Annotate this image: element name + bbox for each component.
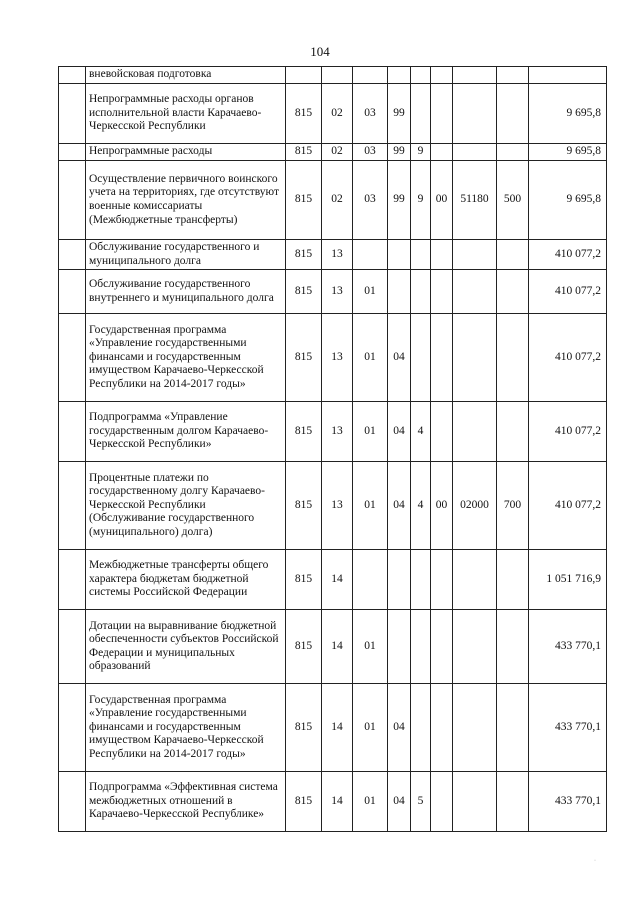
direction-code-cell	[431, 402, 453, 462]
ministry-code-cell: 815	[286, 270, 322, 314]
type-code-cell	[497, 144, 529, 161]
amount-cell: 410 077,2	[529, 240, 607, 270]
row-number-cell	[59, 550, 86, 610]
expense-name-cell: Обслуживание государственного и муниципального долга	[86, 240, 286, 270]
subsection-code-cell: 03	[353, 161, 388, 240]
subsection-code-cell: 03	[353, 84, 388, 144]
expense-code-cell	[453, 610, 497, 684]
amount-cell: 410 077,2	[529, 402, 607, 462]
section-code-cell: 13	[322, 462, 353, 550]
type-code-cell	[497, 270, 529, 314]
section-code-cell: 13	[322, 402, 353, 462]
expense-name-cell: Государственная программа «Управление государственными финансами и государственным имуществом Карачаево-Черкесской Республики на 2014-2017 годы»	[86, 684, 286, 772]
expense-code-cell	[453, 270, 497, 314]
row-number-cell	[59, 402, 86, 462]
program-code-cell: 99	[388, 144, 411, 161]
row-number-cell	[59, 314, 86, 402]
type-code-cell: 700	[497, 462, 529, 550]
subsection-code-cell: 03	[353, 144, 388, 161]
budget-table	[58, 66, 607, 832]
subprogram-code-cell	[411, 67, 431, 84]
subprogram-code-cell: 5	[411, 772, 431, 832]
expense-code-cell	[453, 314, 497, 402]
page-number: 104	[310, 44, 330, 59]
subsection-code-cell: 01	[353, 684, 388, 772]
expense-code-cell	[453, 67, 497, 84]
row-number-cell	[59, 462, 86, 550]
expense-name-cell: Подпрограмма «Управление государственным долгом Карачаево-Черкесской Республики»	[86, 402, 286, 462]
expense-name-cell: Государственная программа «Управление государственными финансами и государственным имуществом Карачаево-Черкесской Республики на 2014-2017 годы»	[86, 314, 286, 402]
program-code-cell: 99	[388, 161, 411, 240]
program-code-cell	[388, 67, 411, 84]
direction-code-cell	[431, 684, 453, 772]
ministry-code-cell: 815	[286, 402, 322, 462]
row-number-cell	[59, 240, 86, 270]
row-number-cell	[59, 610, 86, 684]
subprogram-code-cell: 4	[411, 402, 431, 462]
direction-code-cell: 00	[431, 462, 453, 550]
section-code-cell: 14	[322, 610, 353, 684]
row-number-cell	[59, 684, 86, 772]
program-code-cell	[388, 550, 411, 610]
expense-name-cell: Обслуживание государственного внутреннего и муниципального долга	[86, 270, 286, 314]
type-code-cell	[497, 550, 529, 610]
table-row	[59, 610, 607, 684]
program-code-cell: 04	[388, 402, 411, 462]
type-code-cell	[497, 610, 529, 684]
direction-code-cell	[431, 772, 453, 832]
row-number-cell	[59, 772, 86, 832]
section-code-cell: 14	[322, 684, 353, 772]
subprogram-code-cell: 4	[411, 462, 431, 550]
type-code-cell	[497, 772, 529, 832]
program-code-cell: 04	[388, 772, 411, 832]
amount-cell: 410 077,2	[529, 270, 607, 314]
table-row	[59, 772, 607, 832]
table-row	[59, 402, 607, 462]
table-row	[59, 550, 607, 610]
program-code-cell: 04	[388, 314, 411, 402]
subprogram-code-cell: 9	[411, 144, 431, 161]
program-code-cell: 04	[388, 462, 411, 550]
section-code-cell: 13	[322, 270, 353, 314]
expense-code-cell	[453, 402, 497, 462]
subprogram-code-cell	[411, 314, 431, 402]
section-code-cell	[322, 67, 353, 84]
program-code-cell	[388, 270, 411, 314]
subsection-code-cell	[353, 240, 388, 270]
program-code-cell	[388, 240, 411, 270]
subprogram-code-cell: 9	[411, 161, 431, 240]
direction-code-cell	[431, 610, 453, 684]
section-code-cell: 14	[322, 772, 353, 832]
direction-code-cell	[431, 67, 453, 84]
section-code-cell: 02	[322, 161, 353, 240]
table-row	[59, 67, 607, 84]
amount-cell: 433 770,1	[529, 684, 607, 772]
subsection-code-cell: 01	[353, 610, 388, 684]
subprogram-code-cell	[411, 84, 431, 144]
row-number-cell	[59, 144, 86, 161]
ministry-code-cell: 815	[286, 772, 322, 832]
table-row	[59, 270, 607, 314]
amount-cell: 410 077,2	[529, 462, 607, 550]
direction-code-cell	[431, 270, 453, 314]
expense-code-cell	[453, 240, 497, 270]
subsection-code-cell	[353, 67, 388, 84]
subprogram-code-cell	[411, 270, 431, 314]
section-code-cell: 14	[322, 550, 353, 610]
expense-name-cell: вневойсковая подготовка	[86, 67, 286, 84]
ministry-code-cell: 815	[286, 144, 322, 161]
expense-name-cell: Межбюджетные трансферты общего характера бюджетам бюджетной системы Российской Федерации	[86, 550, 286, 610]
table-row	[59, 161, 607, 240]
section-code-cell: 13	[322, 240, 353, 270]
table-row	[59, 462, 607, 550]
direction-code-cell	[431, 84, 453, 144]
direction-code-cell	[431, 550, 453, 610]
table-row	[59, 84, 607, 144]
expense-code-cell	[453, 144, 497, 161]
expense-name-cell: Подпрограмма «Эффективная система межбюджетных отношений в Карачаево-Черкесской Республике»	[86, 772, 286, 832]
direction-code-cell	[431, 144, 453, 161]
type-code-cell	[497, 402, 529, 462]
subsection-code-cell: 01	[353, 772, 388, 832]
section-code-cell: 02	[322, 144, 353, 161]
ministry-code-cell: 815	[286, 462, 322, 550]
ministry-code-cell: 815	[286, 314, 322, 402]
type-code-cell	[497, 240, 529, 270]
type-code-cell	[497, 67, 529, 84]
subprogram-code-cell	[411, 550, 431, 610]
subsection-code-cell: 01	[353, 270, 388, 314]
type-code-cell: 500	[497, 161, 529, 240]
expense-name-cell: Осуществление первичного воинского учета на территориях, где отсутствуют военные комиссариаты (Межбюджетные трансферты)	[86, 161, 286, 240]
direction-code-cell: 00	[431, 161, 453, 240]
expense-code-cell	[453, 684, 497, 772]
type-code-cell	[497, 684, 529, 772]
expense-code-cell: 02000	[453, 462, 497, 550]
subprogram-code-cell	[411, 684, 431, 772]
expense-code-cell: 51180	[453, 161, 497, 240]
direction-code-cell	[431, 240, 453, 270]
subsection-code-cell: 01	[353, 462, 388, 550]
amount-cell: 1 051 716,9	[529, 550, 607, 610]
ministry-code-cell: 815	[286, 550, 322, 610]
amount-cell: 9 695,8	[529, 144, 607, 161]
type-code-cell	[497, 84, 529, 144]
program-code-cell: 99	[388, 84, 411, 144]
row-number-cell	[59, 161, 86, 240]
expense-name-cell: Процентные платежи по государственному долгу Карачаево-Черкесской Республики (Обслуживание государственного (муниципального) долга)	[86, 462, 286, 550]
ministry-code-cell: 815	[286, 161, 322, 240]
subprogram-code-cell	[411, 240, 431, 270]
table-row	[59, 314, 607, 402]
section-code-cell: 02	[322, 84, 353, 144]
section-code-cell: 13	[322, 314, 353, 402]
expense-code-cell	[453, 84, 497, 144]
program-code-cell	[388, 610, 411, 684]
ministry-code-cell: 815	[286, 684, 322, 772]
expense-name-cell: Непрограммные расходы	[86, 144, 286, 161]
amount-cell	[529, 67, 607, 84]
ministry-code-cell: 815	[286, 84, 322, 144]
ministry-code-cell: 815	[286, 610, 322, 684]
row-number-cell	[59, 67, 86, 84]
scan-artifact: ·	[594, 858, 596, 864]
expense-code-cell	[453, 772, 497, 832]
expense-name-cell: Дотации на выравнивание бюджетной обеспеченности субъектов Российской Федерации и муниципальных образований	[86, 610, 286, 684]
subprogram-code-cell	[411, 610, 431, 684]
amount-cell: 9 695,8	[529, 161, 607, 240]
table-row	[59, 684, 607, 772]
subsection-code-cell: 01	[353, 314, 388, 402]
row-number-cell	[59, 84, 86, 144]
subsection-code-cell: 01	[353, 402, 388, 462]
row-number-cell	[59, 270, 86, 314]
type-code-cell	[497, 314, 529, 402]
program-code-cell: 04	[388, 684, 411, 772]
ministry-code-cell: 815	[286, 240, 322, 270]
direction-code-cell	[431, 314, 453, 402]
subsection-code-cell	[353, 550, 388, 610]
ministry-code-cell	[286, 67, 322, 84]
table-row	[59, 144, 607, 161]
amount-cell: 9 695,8	[529, 84, 607, 144]
expense-code-cell	[453, 550, 497, 610]
amount-cell: 433 770,1	[529, 772, 607, 832]
expense-name-cell: Непрограммные расходы органов исполнительной власти Карачаево-Черкесской Республики	[86, 84, 286, 144]
amount-cell: 433 770,1	[529, 610, 607, 684]
amount-cell: 410 077,2	[529, 314, 607, 402]
table-row	[59, 240, 607, 270]
